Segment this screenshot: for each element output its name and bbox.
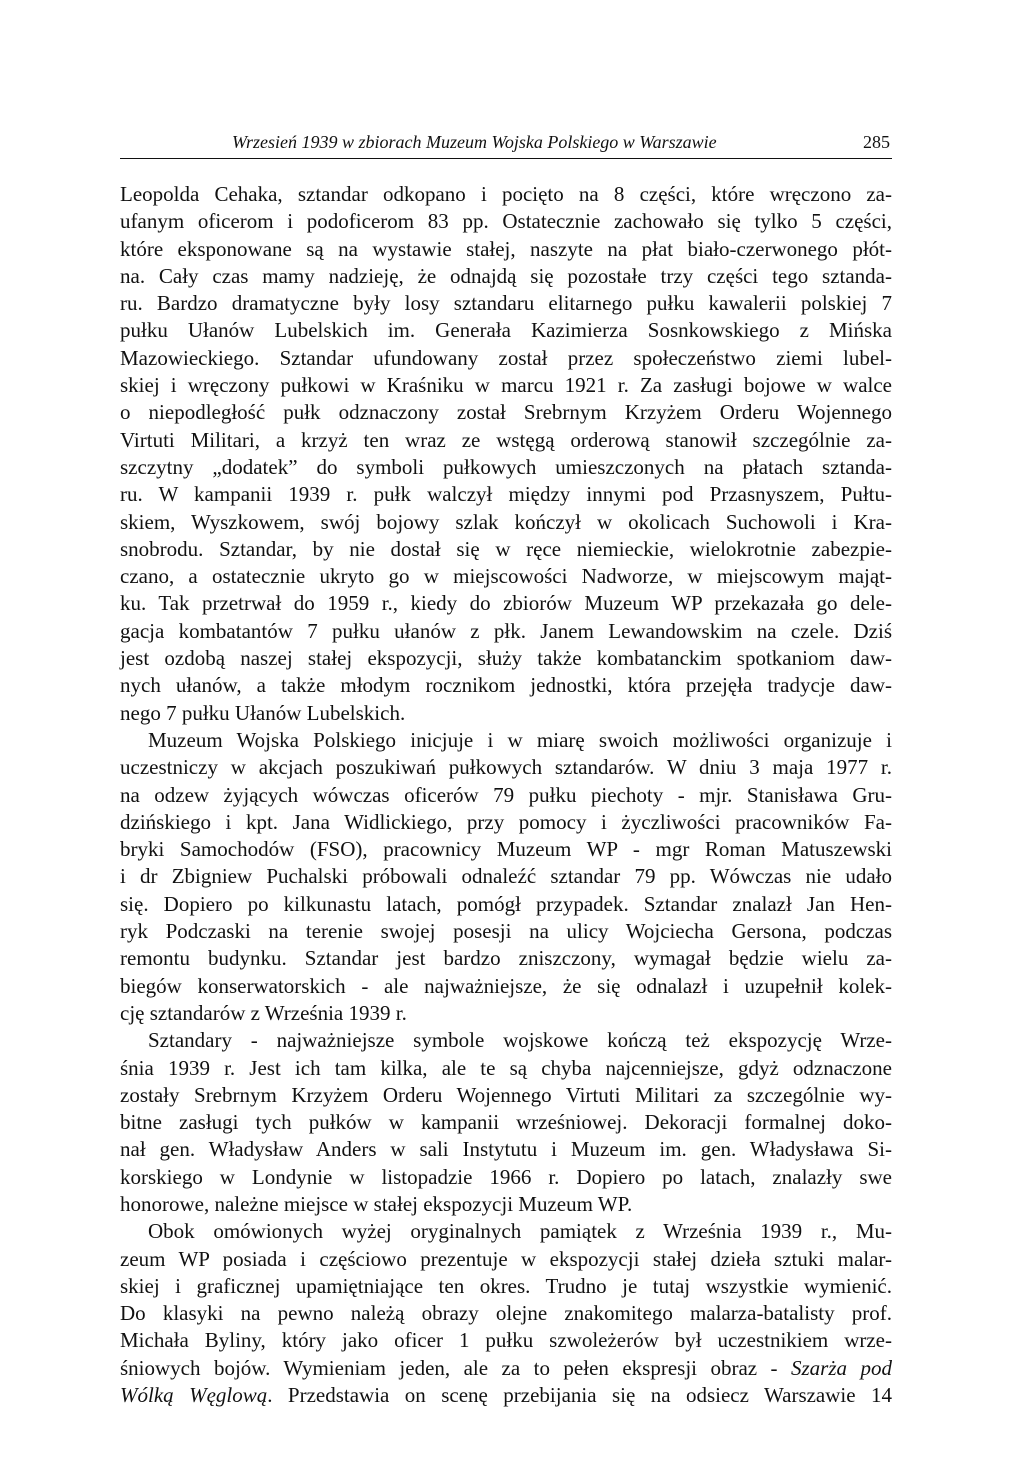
text-line: się. Dopiero po kilkunastu latach, pomógł przypadek. Sztandar znalazł Jan Hen- [120,891,892,916]
text-line: korskiego w Londynie w listopadzie 1966 r. Dopiero po latach, znalazły swe [120,1164,892,1189]
text-line: nał gen. Władysław Anders w sali Instytutu i Muzeum im. gen. Władysława Si- [120,1137,892,1162]
text-line: gacja kombatantów 7 pułku ułanów z płk. Janem Lewandowskim na czele. Dziś [120,618,892,643]
text-line: pułku Ułanów Lubelskich im. Generała Kazimierza Sosnkowskiego z Mińska [120,318,892,343]
text-line: biegów konserwatorskich - ale najważniejsze, że się odnalazł i uzupełnił kolek- [120,973,892,998]
text-line-with-italic [120,1355,892,1382]
running-title: Wrzesień 1939 w zbiorach Muzeum Wojska Polskiego w Warszawie [232,132,717,152]
text-line: na. Cały czas mamy nadzieję, że odnajdą się pozostałe trzy części tego sztanda- [120,263,892,288]
text-line: snobrodu. Sztandar, by nie dostał się w ręce niemieckie, wielokrotnie zabezpie- [120,536,892,561]
text-line: skiem, Wyszkowem, swój bojowy szlak kończył w okolicach Suchowoli i Kra- [120,509,892,534]
text-line: Leopolda Cehaka, sztandar odkopano i pocięto na 8 części, które wręczono za- [120,182,892,206]
text-line: szczytny „dodatek” do symboli pułkowych umieszczonych na płatach sztanda- [120,454,892,479]
text-line: Obok omówionych wyżej oryginalnych pamiątek z Września 1939 r., Mu- [148,1219,892,1244]
running-header [120,128,892,159]
text-line: czano, a ostatecznie ukryto go w miejscowości Nadworze, w miejscowym mająt- [120,564,892,589]
text-line: ufanym oficerom i podoficerom 83 pp. Ostatecznie zachowało się tylko 5 części, [120,209,892,234]
text-line: skiej i wręczony pułkowi w Kraśniku w marcu 1921 r. Za zasługi bojowe w walce [120,373,892,398]
text-line: Do klasyki na pewno należą obrazy olejne znakomitego malarza-batalisty prof. [120,1301,892,1326]
text-line: dzińskiego i kpt. Jana Widlickiego, przy pomocy i życzliwości pracowników Fa- [120,809,892,834]
text-line: ru. Bardzo dramatyczne były losy sztandaru elitarnego pułku kawalerii polskiej 7 [120,291,892,316]
text-line: ru. W kampanii 1939 r. pułk walczył między innymi pod Przasnyszem, Pułtu- [120,482,892,507]
text-line: honorowe, należne miejsce w stałej ekspozycji Muzeum WP. [120,1191,633,1216]
page-number: 285 [863,132,890,152]
text-line: ryk Podczaski na terenie swojej posesji na ulicy Wojciecha Gersona, podczas [120,919,892,944]
text-line-with-italic [120,1382,892,1409]
text-line: o niepodległość pułk odznaczony został Srebrnym Krzyżem Orderu Wojennego [120,400,892,425]
text-line: nego 7 pułku Ułanów Lubelskich. [120,700,406,725]
text-line: bryki Samochodów (FSO), pracownicy Muzeum WP - mgr Roman Matuszewski [120,837,892,862]
text-line: uczestniczy w akcjach poszukiwań pułkowych sztandarów. W dniu 3 maja 1977 r. [120,755,892,780]
text-line: które eksponowane są na wystawie stałej, naszyte na płat biało-czerwonego płót- [120,236,892,261]
text-line: skiej i graficznej upamiętniające ten okres. Trudno je tutaj wszystkie wymienić. [120,1273,892,1298]
text-line: jest ozdobą naszej stałej ekspozycji, służy także kombatanckim spotkaniom daw- [120,646,892,671]
text-line: ku. Tak przetrwał do 1959 r., kiedy do zbiorów Muzeum WP przekazała go dele- [120,591,892,616]
text-line: cję sztandarów z Września 1939 r. [120,1000,407,1025]
text-line: śnia 1939 r. Jest ich tam kilka, ale te są chyba najcenniejsze, gdyż odznaczone [120,1055,892,1080]
italic-title-part2: Wólką Węglową [120,1383,268,1408]
text-line: zeum WP posiada i częściowo prezentuje w ekspozycji stałej dzieła sztuki malar- [120,1246,892,1271]
text-line: bitne zasługi tych pułków w kampanii wrześniowej. Dekoracji formalnej doko- [120,1110,892,1135]
text-line: Mazowieckiego. Sztandar ufundowany został przez społeczeństwo ziemi lubel- [120,345,892,370]
text-line: nych ułanów, a także młodym rocznikom jednostki, która przejęła tradycje daw- [120,673,892,698]
text-segment: śniowych bojów. Wymieniam jeden, ale za to pełen ekspresji obraz - [120,1355,791,1380]
text-line: remontu budynku. Sztandar jest bardzo zniszczony, wymagał będzie wielu za- [120,946,892,971]
text-line: Muzeum Wojska Polskiego inicjuje i w miarę swoich możliwości organizuje i [148,727,892,752]
body-text [120,181,892,1409]
text-segment: . Przedstawia on scenę przebijania się na odsiecz Warszawie 14 [267,1383,892,1408]
text-line: Michała Byliny, który jako oficer 1 pułku szwoleżerów był uczestnikiem wrze- [120,1328,892,1353]
document-page [120,128,892,1409]
text-line: i dr Zbigniew Puchalski próbowali odnaleźć sztandar 79 pp. Wówczas nie udało [120,864,892,889]
text-line: zostały Srebrnym Krzyżem Orderu Wojennego Virtuti Militari za szczególnie wy- [120,1082,892,1107]
text-line: Sztandary - najważniejsze symbole wojskowe kończą też ekspozycję Wrze- [148,1028,892,1053]
text-line: na odzew żyjących wówczas oficerów 79 pułku piechoty - mjr. Stanisława Gru- [120,782,892,807]
text-line: Virtuti Militari, a krzyż ten wraz ze wstęgą orderową stanowił szczególnie za- [120,427,892,452]
italic-title-part1: Szarża pod [791,1355,892,1380]
